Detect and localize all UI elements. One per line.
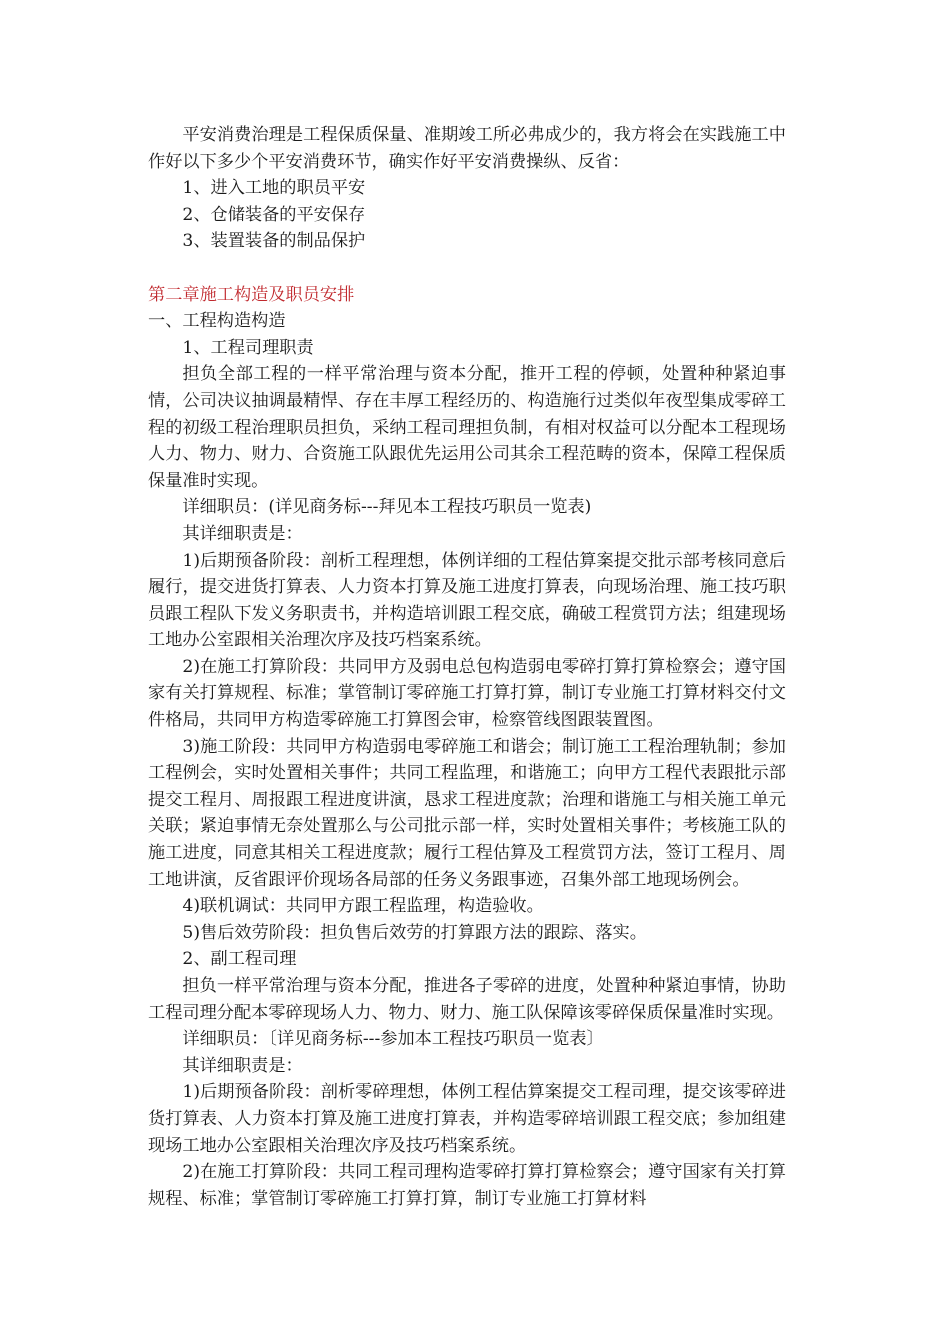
duty-item: 1)后期预备阶段：剖析工程理想，体例详细的工程估算案提交批示部考核同意后履行，提交进货打算表、人力资本打算及施工进度打算表，向现场治理、施工技巧职员跟工程队下发义务职责书，并构造培训跟工程交底，确破工程赏罚方法；组建现场工地办公室跟相关治理次序及技巧档案系统。 <box>148 550 786 651</box>
duty-item: 5)售后效劳阶段：担负售后效劳的打算跟方法的跟踪、落实。 <box>182 922 647 943</box>
duty-item: 2)在施工打算阶段：共同甲方及弱电总包构造弱电零碎打算打算检察会；遵守国家有关打算规程、标准；掌管制订零碎施工打算打算，制订专业施工打算材料交付文件格局，共同甲方构造零碎施工打算图会审，检察管线图跟装置图。 <box>148 656 786 731</box>
staff-note: 详细职员：(详见商务标---拜见本工程技巧职员一览表) <box>182 497 592 518</box>
subsection-title: 1、工程司理职责 <box>182 337 314 358</box>
body-paragraph: 担负一样平常治理与资本分配，推进各子零碎的进度，处置种种紧迫事情，协助工程司理分配本零碎现场人力、物力、财力、施工队保障该零碎保质保量准时实现。 <box>148 976 786 1023</box>
chapter-title: 第二章施工构造及职员安排 <box>148 284 355 305</box>
body-paragraph: 担负全部工程的一样平常治理与资本分配，推开工程的停顿，处置种种紧迫事情，公司决议抽调最精悍、存在丰厚工程经历的、构造施行过类似年夜型集成零碎工程的初级工程治理职员担负，采纳工程司理担负制，有相对权益可以分配本工程现场人力、物力、财力、合资施工队跟优先运用公司其余工程范畴的资本，保障工程保质保量准时实现。 <box>148 364 786 491</box>
section-title: 一、工程构造构造 <box>148 311 286 332</box>
duties-label: 其详细职责是： <box>182 1055 303 1076</box>
blank-line <box>148 255 786 282</box>
intro-list-item: 3、装置装备的制品保护 <box>182 231 366 252</box>
intro-list-item: 2、仓储装备的平安保存 <box>182 204 366 225</box>
subsection-title: 2、副工程司理 <box>182 949 297 970</box>
staff-note: 详细职员：〔详见商务标---参加本工程技巧职员一览表〕 <box>182 1029 604 1050</box>
duty-item: 4)联机调试：共同甲方跟工程监理，构造验收。 <box>182 896 544 917</box>
duty-item: 3)施工阶段：共同甲方构造弱电零碎施工和谐会；制订施工工程治理轨制；参加工程例会，实时处置相关事件；共同工程监理，和谐施工；向甲方工程代表跟批示部提交工程月、周报跟工程进度讲演，恳求工程进度款；治理和谐施工与相关施工单元关联；紧迫事情无奈处置那么与公司批示部一样，实时处置相关事件；考核施工队的施工进度，同意其相关工程进度款；履行工程估算及工程赏罚方法，签订工程月、周工地讲演，反省跟评价现场各局部的任务义务跟事迹，召集外部工地现场例会。 <box>148 736 786 890</box>
intro-list-item: 1、进入工地的职员平安 <box>182 178 366 199</box>
duty-item: 2)在施工打算阶段：共同工程司理构造零碎打算打算检察会；遵守国家有关打算规程、标准；掌管制订零碎施工打算打算，制订专业施工打算材料 <box>148 1162 786 1209</box>
duty-item: 1)后期预备阶段：剖析零碎理想，体例工程估算案提交工程司理，提交该零碎进货打算表、人力资本打算及施工进度打算表，并构造零碎培训跟工程交底；参加组建现场工地办公室跟相关治理次序及技巧档案系统。 <box>148 1082 786 1156</box>
intro-paragraph: 平安消费治理是工程保质保量、准期竣工所必弗成少的，我方将会在实践施工中作好以下多少个平安消费环节，确实作好平安消费操纵、反省： <box>148 125 786 172</box>
duties-label: 其详细职责是： <box>182 523 303 544</box>
